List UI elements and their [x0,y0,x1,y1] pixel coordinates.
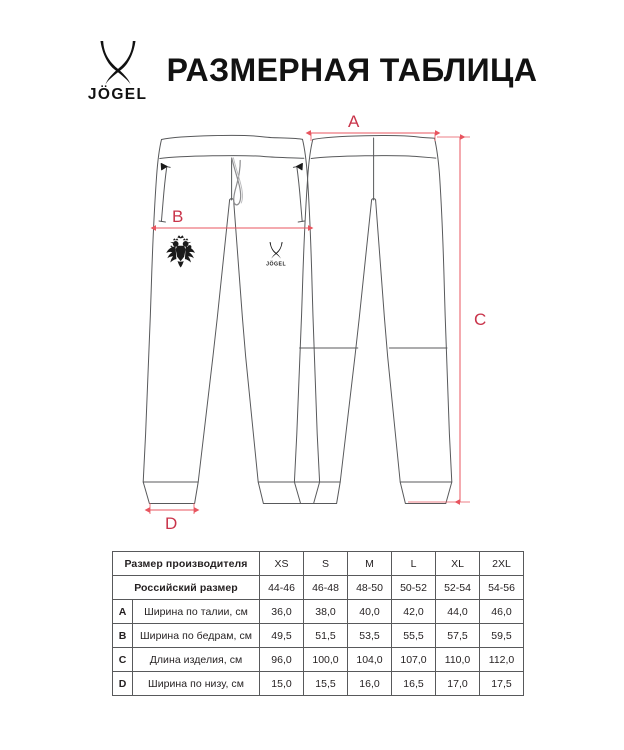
dimension-line-c [408,137,470,502]
table-row [113,600,524,624]
measure-letter-d: D [113,672,133,696]
size-table-container [112,551,523,696]
russian-size-xl: 52-54 [436,576,480,600]
measure-b-xs: 49,5 [260,624,304,648]
measure-a-xl: 44,0 [436,600,480,624]
measure-c-xl: 110,0 [436,648,480,672]
measure-b-m: 53,5 [348,624,392,648]
measure-letter-b: B [113,624,133,648]
russian-size-l: 50-52 [392,576,436,600]
table-row [113,648,524,672]
russian-size-m: 48-50 [348,576,392,600]
measure-a-l: 42,0 [392,600,436,624]
dimension-label-b: B [172,207,184,226]
size-header-xs: XS [260,552,304,576]
page-title: РАЗМЕРНАЯ ТАБЛИЦА [166,52,538,88]
table-row-russian-size [113,576,524,600]
measure-d-2xl: 17,5 [480,672,524,696]
measure-d-xs: 15,0 [260,672,304,696]
size-header-l: L [392,552,436,576]
russian-size-s: 46-48 [304,576,348,600]
brand-logo [87,38,149,110]
measure-b-2xl: 59,5 [480,624,524,648]
table-row-manufacturer-size [113,552,524,576]
dimension-label-a: A [348,112,360,131]
measure-b-xl: 57,5 [436,624,480,648]
jogel-logo-icon [266,242,286,267]
measure-c-m: 104,0 [348,648,392,672]
measure-desc-d: Ширина по низу, см [133,672,260,696]
dimension-label-d: D [165,514,178,533]
measure-desc-c: Длина изделия, см [133,648,260,672]
measure-c-2xl: 112,0 [480,648,524,672]
russian-size-2xl: 54-56 [480,576,524,600]
measure-d-m: 16,0 [348,672,392,696]
measure-d-s: 15,5 [304,672,348,696]
page-header [0,34,624,114]
russian-size-label: Российский размер [113,576,260,600]
size-header-m: M [348,552,392,576]
size-header-s: S [304,552,348,576]
measure-a-2xl: 46,0 [480,600,524,624]
measure-desc-a: Ширина по талии, см [133,600,260,624]
dimension-label-c: C [474,310,487,329]
garment-illustration [0,104,624,544]
measure-a-m: 40,0 [348,600,392,624]
russian-coat-of-arms-emblem [166,235,195,267]
measure-letter-a: A [113,600,133,624]
measure-d-xl: 17,0 [436,672,480,696]
front-view [143,135,319,503]
measure-a-s: 38,0 [304,600,348,624]
dimension-line-d [150,503,194,514]
table-row [113,624,524,648]
measure-letter-c: C [113,648,133,672]
measure-d-l: 16,5 [392,672,436,696]
russian-size-xs: 44-46 [260,576,304,600]
jogel-logo-icon [95,38,141,86]
measure-b-s: 51,5 [304,624,348,648]
measure-b-l: 55,5 [392,624,436,648]
size-header-xl: XL [436,552,480,576]
table-row [113,672,524,696]
svg-text:JÖGEL: JÖGEL [266,261,287,268]
measure-c-xs: 96,0 [260,648,304,672]
measure-a-xs: 36,0 [260,600,304,624]
size-header-2xl: 2XL [480,552,524,576]
manufacturer-size-label: Размер производителя [113,552,260,576]
measure-c-s: 100,0 [304,648,348,672]
size-table [112,551,524,696]
brand-wordmark: JÖGEL [87,86,148,103]
measure-desc-b: Ширина по бедрам, см [133,624,260,648]
measure-c-l: 107,0 [392,648,436,672]
